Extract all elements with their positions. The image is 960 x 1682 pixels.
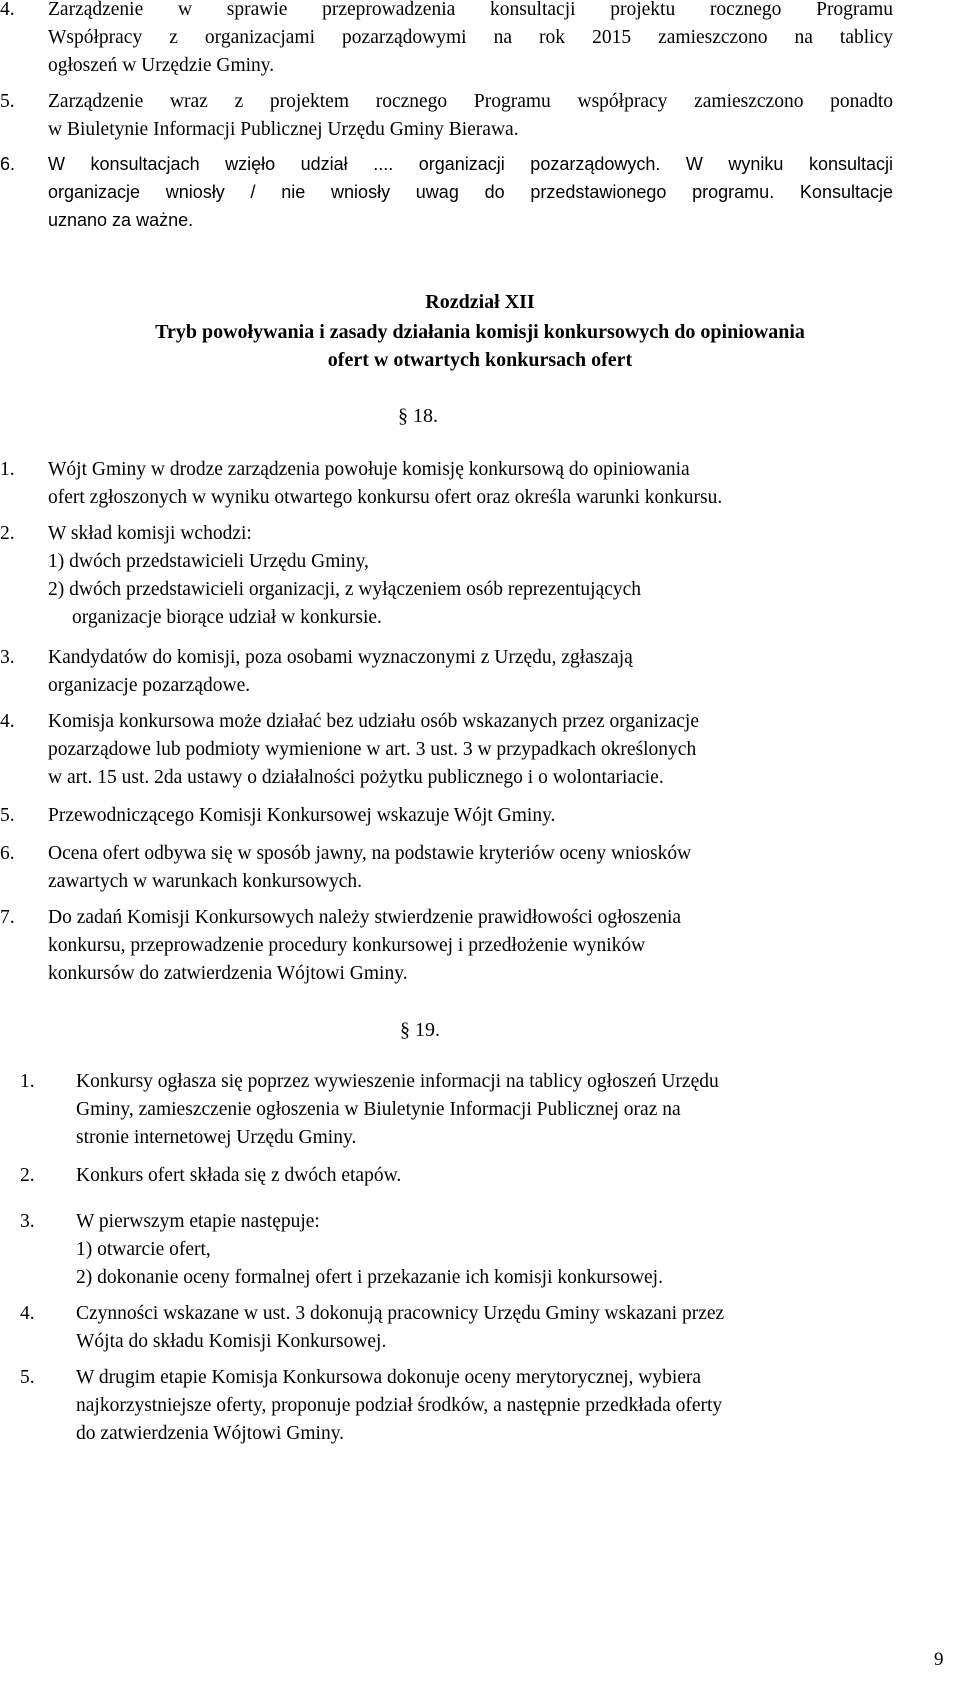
paragraph-line: Do zadań Komisji Konkursowych należy stwierdzenie prawidłowości ogłoszenia (48, 907, 682, 928)
paragraph-line: 2) dwóch przedstawicieli organizacji, z wyłączeniem osób reprezentujących (48, 579, 642, 600)
chapter-title: Rozdział XII (425, 291, 535, 313)
paragraph-line: organizacje wniosły / nie wniosły uwag do przedstawionego programu. Konsultacje (48, 182, 893, 202)
paragraph-line: w art. 15 ust. 2da ustawy o działalności pożytku publicznego i o wolontariacie. (48, 767, 664, 788)
paragraph-line: Gminy, zamieszczenie ogłoszenia w Biuletynie Informacji Publicznej oraz na (76, 1099, 681, 1120)
chapter-subtitle-line: ofert w otwartych konkursach ofert (327, 349, 633, 371)
paragraph-line: Wójt Gminy w drodze zarządzenia powołuje komisję konkursową do opiniowania (48, 459, 690, 480)
paragraph-line: ofert zgłoszonych w wyniku otwartego konkursu ofert oraz określa warunki konkursu. (48, 487, 723, 508)
paragraph-line: 1) otwarcie ofert, (76, 1239, 211, 1260)
item-number: 6. (0, 843, 15, 864)
item-number: 4. (0, 711, 15, 732)
item-number: 4. (20, 1303, 35, 1324)
paragraph-line: konkursów do zatwierdzenia Wójtowi Gminy. (48, 963, 408, 984)
paragraph-line: stronie internetowej Urzędu Gminy. (76, 1127, 357, 1148)
paragraph-line: 2) dokonanie oceny formalnej ofert i przekazanie ich komisji konkursowej. (76, 1267, 663, 1288)
item-number: 1. (0, 459, 15, 480)
paragraph-line: konkursu, przeprowadzenie procedury konkursowej i przedłożenie wyników (48, 935, 646, 956)
item-number: 1. (20, 1071, 35, 1092)
paragraph-line: do zatwierdzenia Wójtowi Gminy. (76, 1423, 345, 1444)
paragraph-line: Zarządzenie w sprawie przeprowadzenia konsultacji projektu rocznego Programu (48, 0, 893, 20)
paragraph-line: pozarządowe lub podmioty wymienione w art. 3 ust. 3 w przypadkach określonych (48, 739, 697, 760)
paragraph-line: Konkurs ofert składa się z dwóch etapów. (76, 1165, 402, 1186)
paragraph-line: Kandydatów do komisji, poza osobami wyznaczonymi z Urzędu, zgłaszają (48, 647, 633, 668)
paragraph-line: najkorzystniejsze oferty, proponuje podział środków, a następnie przedkłada oferty (76, 1395, 723, 1416)
paragraph-line: Zarządzenie wraz z projektem rocznego Programu współpracy zamieszczono ponadto (48, 91, 893, 112)
paragraph-line: ogłoszeń w Urzędzie Gminy. (48, 55, 275, 76)
paragraph-line: organizacje pozarządowe. (48, 675, 251, 696)
paragraph-line: W drugim etapie Komisja Konkursowa dokonuje oceny merytorycznej, wybiera (76, 1367, 702, 1388)
chapter-subtitle-line: Tryb powoływania i zasady działania komisji konkursowych do opiniowania (155, 321, 805, 343)
paragraph-line: Wójta do składu Komisji Konkursowej. (76, 1331, 387, 1352)
paragraph-line: w Biuletynie Informacji Publicznej Urzędu Gminy Bierawa. (48, 119, 519, 140)
paragraph-line: organizacje biorące udział w konkursie. (72, 607, 382, 628)
item-number: 5. (20, 1367, 35, 1388)
paragraph-line: Czynności wskazane w ust. 3 dokonują pracownicy Urzędu Gminy wskazani przez (76, 1303, 725, 1324)
paragraph-line: 1) dwóch przedstawicieli Urzędu Gminy, (48, 551, 369, 572)
item-number: 4. (0, 0, 15, 20)
item-number: 2. (20, 1165, 35, 1186)
item-number: 7. (0, 907, 15, 928)
item-number: 5. (0, 91, 15, 112)
page-number: 9 (934, 1649, 944, 1670)
paragraph-line: Ocena ofert odbywa się w sposób jawny, na podstawie kryteriów oceny wniosków (48, 843, 692, 864)
paragraph-line: W skład komisji wchodzi: (48, 523, 252, 544)
paragraph-line: zawartych w warunkach konkursowych. (48, 871, 363, 892)
item-number: 3. (20, 1211, 35, 1232)
item-number: 3. (0, 647, 15, 668)
item-number: 5. (0, 805, 15, 826)
paragraph-line: Współpracy z organizacjami pozarządowymi na rok 2015 zamieszczono na tablicy (48, 27, 893, 48)
paragraph-line: W konsultacjach wzięło udział .... organizacji pozarządowych. W wyniku konsultacji (48, 154, 893, 174)
item-number: 6. (0, 154, 16, 174)
paragraph-line: uznano za ważne. (48, 210, 194, 230)
paragraph-line: Komisja konkursowa może działać bez udziału osób wskazanych przez organizacje (48, 711, 700, 732)
paragraph-line: Konkursy ogłasza się poprzez wywieszenie informacji na tablicy ogłoszeń Urzędu (76, 1071, 719, 1092)
item-number: 2. (0, 523, 15, 544)
section-18-label: § 18. (398, 405, 438, 427)
paragraph-line: W pierwszym etapie następuje: (76, 1211, 320, 1232)
paragraph-line: Przewodniczącego Komisji Konkursowej wskazuje Wójt Gminy. (48, 805, 556, 826)
section-19-label: § 19. (400, 1019, 440, 1041)
